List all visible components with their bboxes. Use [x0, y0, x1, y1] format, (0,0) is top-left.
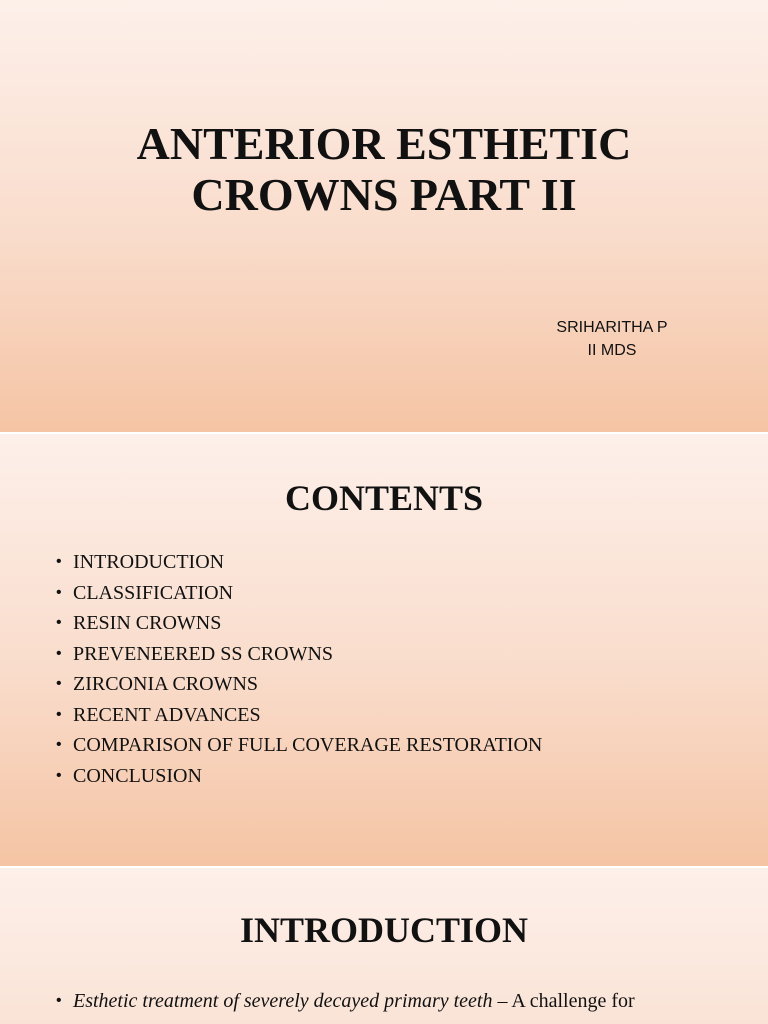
- contents-list: [56, 547, 542, 791]
- contents-heading: CONTENTS: [284, 478, 484, 518]
- list-item: • CONCLUSION: [56, 761, 542, 792]
- presentation-title: [0, 118, 768, 220]
- author-block: [520, 316, 704, 362]
- bullet-italic-text: Esthetic treatment of severely decayed primary teeth: [73, 990, 493, 1012]
- list-item: • RECENT ADVANCES: [56, 700, 542, 731]
- list-item: • ZIRCONIA CROWNS: [56, 669, 542, 700]
- author-name: SRIHARITHA P: [556, 319, 668, 336]
- list-item: • RESIN CROWNS: [56, 608, 542, 639]
- introduction-heading: INTRODUCTION: [239, 910, 529, 950]
- title-line-1: ANTERIOR ESTHETIC: [136, 118, 632, 169]
- list-item: • PREVENEERED SS CROWNS: [56, 639, 542, 670]
- bullet-text: – A challenge for: [492, 990, 635, 1012]
- introduction-slide: [0, 868, 768, 1024]
- title-slide: [0, 0, 768, 432]
- contents-slide: [0, 434, 768, 866]
- list-item: • INTRODUCTION: [56, 547, 542, 578]
- list-item: • COMPARISON OF FULL COVERAGE RESTORATION: [56, 730, 542, 761]
- list-item: • CLASSIFICATION: [56, 578, 542, 609]
- list-item: [56, 986, 635, 1017]
- title-line-2: CROWNS PART II: [191, 169, 577, 220]
- introduction-list: [56, 986, 635, 1017]
- author-degree: II MDS: [587, 342, 637, 359]
